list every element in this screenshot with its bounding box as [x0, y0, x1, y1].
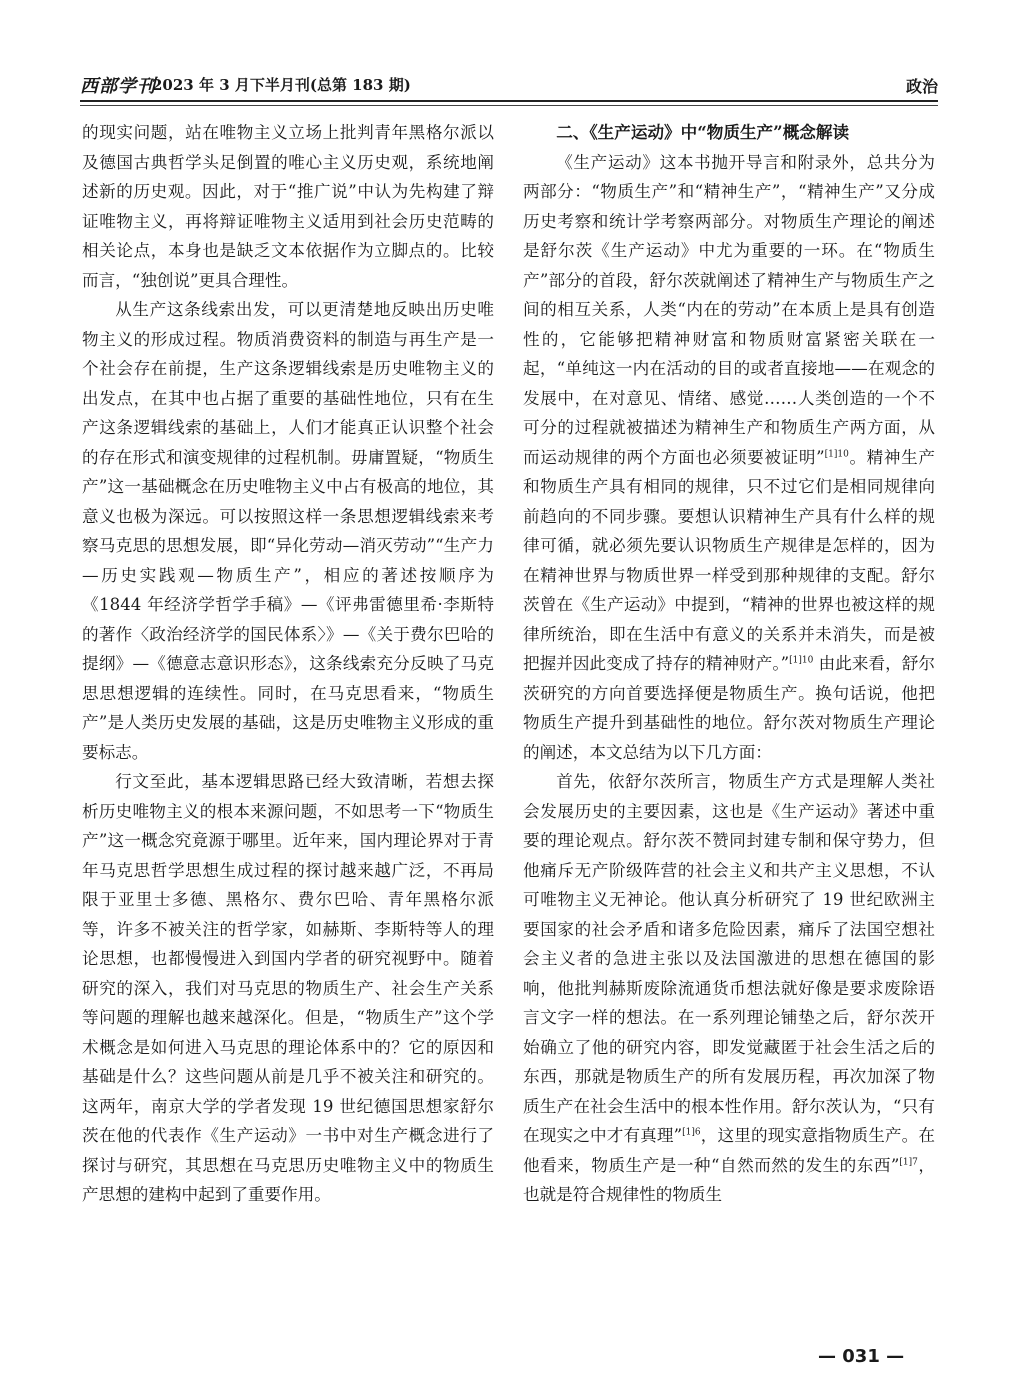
- page-number: — 031 —: [818, 1346, 905, 1367]
- citation-marker: [1]6: [682, 1127, 701, 1138]
- citation-marker: [1]7: [899, 1156, 918, 1167]
- journal-logo: 西部学刊: [80, 76, 156, 97]
- left-column: [82, 118, 494, 1333]
- body-paragraph: [523, 767, 935, 1210]
- running-header: [80, 70, 938, 100]
- section-label: 政治: [905, 77, 938, 96]
- body-paragraph: 行文至此，基本逻辑思路已经大致清晰，若想去探析历史唯物主义的根本来源问题，不如思考一下“物质生产”这一概念究竟源于哪里。近年来，国内理论界对于青年马克思哲学思想生成过程的探讨越来越广泛，不再局限于亚里士多德、黑格尔、费尔巴哈、青年黑格尔派等，许多不被关注的哲学家，如赫斯、李斯特等人的理论思想，也都慢慢进入到国内学者的研究视野中。随着研究的深入，我们对马克思的物质生产、社会生产关系等问题的理解也越来越深化。但是，“物质生产”这个学术概念是如何进入马克思的理论体系中的？它的原因和基础是什么？这些问题从前是几乎不被关注和研究的。这两年，南京大学的学者发现 19 世纪德国思想家舒尔茨在他的代表作《生产运动》一书中对生产概念进行了探讨与研究，其思想在马克思历史唯物主义中的物质生产思想的建构中起到了重要作用。: [82, 772, 494, 1204]
- citation-marker: [1]10: [789, 655, 814, 666]
- body-paragraph: 从生产这条线索出发，可以更清楚地反映出历史唯物主义的形成过程。物质消费资料的制造与再生产是一个社会存在前提，生产这条逻辑线索是历史唯物主义的出发点，在其中也占据了重要的基础性地位，只有在生产这条逻辑线索的基础上，人们才能真正认识整个社会的存在形式和演变规律的过程机制。毋庸置疑，“物质生产”这一基础概念在历史唯物主义中占有极高的地位，其意义也极为深远。可以按照这样一条思想逻辑线索来考察马克思的思想发展，即“异化劳动—消灭劳动”“生产力—历史实践观—物质生产”，相应的著述按顺序为《1844 年经济学哲学手稿》—《评弗雷德里希·李斯特的著作〈政治经济学的国民体系〉》—《关于费尔巴哈的提纲》—《德意志意识形态》，这条线索充分反映了马克思思想逻辑的连续性。同时，在马克思看来，“物质生产”是人类历史发展的基础，这是历史唯物主义形成的重要标志。: [82, 300, 494, 762]
- paragraph-text: ，这里的现实意指物质生产。在他看来，物质生产是一种“自然而然的发生的东西”: [523, 1126, 935, 1175]
- section-heading: 二、《生产运动》中“物质生产”概念解读: [556, 122, 850, 142]
- header-rule-thin: [80, 105, 938, 106]
- header-rule-thick: [80, 100, 938, 102]
- issue-info: 2023 年 3 月下半月刊(总第 183 期): [152, 76, 411, 94]
- paragraph-text: 由此来看，舒尔茨研究的方向首要选择便是物质生产。换句话说，他把物质生产提升到基础性的地位。舒尔茨对物质生产理论的阐述，本文总结为以下几方面：: [523, 654, 935, 762]
- paragraph-text: 。精神生产和物质生产具有相同的规律，只不过它们是相同规律向前趋向的不同步骤。要想认识精神生产具有什么样的规律可循，就必须先要认识物质生产规律是怎样的，因为在精神世界与物质世界一样受到那种规律的支配。舒尔茨曾在《生产运动》中提到，“精神的世界也被这样的规律所统治，即在生活中有意义的关系并未消失，而是被把握并因此变成了持存的精神财产。”: [523, 447, 935, 673]
- right-column: [523, 118, 935, 1333]
- paragraph-text: ，也就是符合规律性的物质生: [523, 1155, 935, 1204]
- body-paragraph: 的现实问题，站在唯物主义立场上批判青年黑格尔派以及德国古典哲学头足倒置的唯心主义历史观，系统地阐述新的历史观。因此，对于“推广说”中认为先构建了辩证唯物主义，再将辩证唯物主义适用到社会历史范畴的相关论点，本身也是缺乏文本依据作为立脚点的。比较而言，“独创说”更具合理性。: [82, 123, 494, 290]
- paragraph-text: 《生产运动》这本书抛开导言和附录外，总共分为两部分：“物质生产”和“精神生产”，“精神生产”又分成历史考察和统计学考察两部分。对物质生产理论的阐述是舒尔茨《生产运动》中尤为重要的一环。在“物质生产”部分的首段，舒尔茨就阐述了精神生产与物质生产之间的相互关系，人类“内在的劳动”在本质上是具有创造性的，它能够把精神财富和物质财富紧密关联在一起，“单纯这一内在活动的目的或者直接地——在观念的发展中，在对意见、情绪、感觉……人类创造的一个不可分的过程就被描述为精神生产和物质生产两方面，从而运动规律的两个方面也必须要被证明”: [523, 152, 935, 467]
- citation-marker: [1]10: [824, 448, 849, 459]
- paragraph-text: 首先，依舒尔茨所言，物质生产方式是理解人类社会发展历史的主要因素，这也是《生产运动》著述中重要的理论观点。舒尔茨不赞同封建专制和保守势力，但他痛斥无产阶级阵营的社会主义和共产主义思想，不认可唯物主义无神论。他认真分析研究了 19 世纪欧洲主要国家的社会矛盾和诸多危险因素，痛斥了法国空想社会主义者的急进主张以及法国激进的思想在德国的影响，他批判赫斯废除流通货币想法就好像是要求废除语言文字一样的想法。在一系列理论铺垫之后，舒尔茨开始确立了他的研究内容，即发觉藏匿于社会生活之后的东西，那就是物质生产的所有发展历程，再次加深了物质生产在社会生活中的根本性作用。舒尔茨认为，“只有在现实之中才有真理”: [523, 772, 935, 1145]
- body-paragraph: [523, 148, 935, 768]
